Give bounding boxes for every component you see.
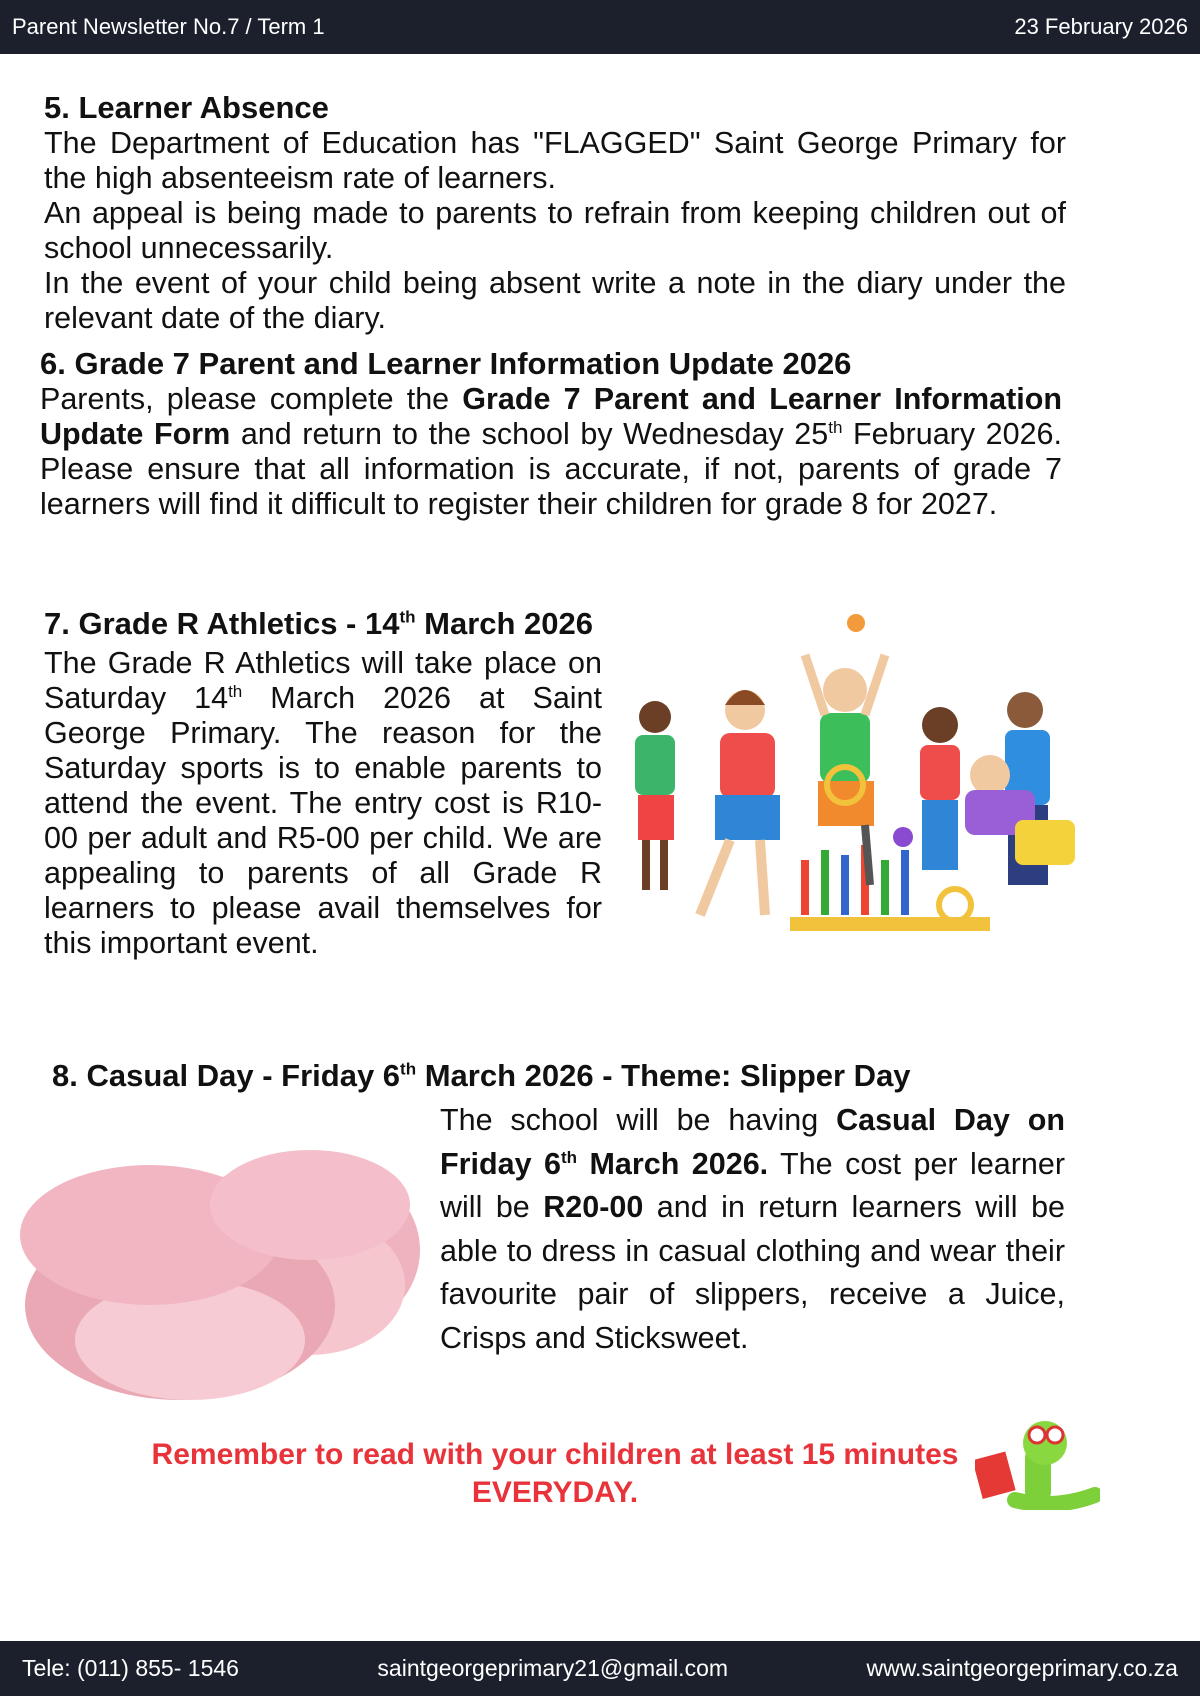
footer-bar — [0, 1641, 1200, 1696]
text: The Grade R Athletics will take place on Saturday 14 — [44, 646, 602, 715]
text: 7. Grade R Athletics - 14 — [44, 606, 400, 641]
section-athletics-text — [44, 646, 602, 961]
text: and in return learners will be able to dress in casual clothing and wear their favourite pair of slippers, receive a Juice, Crisps and Sticksweet. — [440, 1190, 1065, 1355]
sup: th — [560, 1147, 578, 1167]
reading-reminder: Remember to read with your children at least 15 minutes EVERYDAY. — [151, 1438, 959, 1509]
price: R20-00 — [543, 1190, 644, 1224]
section-learner-absence — [44, 90, 1066, 336]
text: February 2026. Please ensure that all information is accurate, if not, parents of grade 7 learners will find it difficult to register their children for grade 8 for 2027. — [40, 417, 1062, 521]
section-casual-day-text — [440, 1099, 1065, 1360]
paragraph — [40, 382, 1062, 522]
newsletter-title: Parent Newsletter No.7 / Term 1 — [12, 14, 325, 39]
text: 8. Casual Day - Friday 6 — [52, 1058, 401, 1093]
sup: th — [400, 1059, 417, 1079]
text: March 2026 — [415, 606, 594, 641]
bookworm-icon — [975, 1415, 1100, 1510]
children-athletics-illustration — [620, 605, 1090, 945]
text: Casual Day on Friday 6 — [440, 1103, 1065, 1181]
sup: th — [228, 681, 243, 701]
footer-email[interactable]: saintgeorgeprimary21@gmail.com — [377, 1655, 729, 1681]
sup: th — [399, 607, 416, 627]
sup: th — [828, 417, 843, 437]
section-heading: 5. Learner Absence — [44, 90, 329, 125]
newsletter-date: 23 February 2026 — [1014, 14, 1188, 39]
paragraph: In the event of your child being absent write a note in the diary under the relevant date of the diary. — [44, 266, 1066, 335]
text: March 2026 at Saint George Primary. The reason for the Saturday sports is to enable parents to attend the event. The entry cost is R10-00 per adult and R5-00 per child. We are appealing to parents of all Grade R learners to please avail themselves for this important event. — [44, 681, 602, 960]
footer-phone: Tele: (011) 855- 1546 — [22, 1655, 239, 1681]
section-heading-casual-day — [52, 1058, 1072, 1094]
text: The cost per learner will be — [440, 1146, 1065, 1224]
header-bar — [0, 0, 1200, 54]
section-heading: 6. Grade 7 Parent and Learner Information Update 2026 — [40, 346, 852, 381]
paragraph: An appeal is being made to parents to refrain from keeping children out of school unnecessarily. — [44, 196, 1066, 265]
pink-slippers-image — [10, 1110, 440, 1410]
text: The school will be having — [440, 1103, 837, 1137]
text: and return to the school by Wednesday 25 — [230, 417, 829, 451]
footer-website[interactable]: www.saintgeorgeprimary.co.za — [866, 1655, 1178, 1681]
form-name: Grade 7 Parent and Learner Information Update Form — [40, 382, 1062, 451]
paragraph: The Department of Education has "FLAGGED" Saint George Primary for the high absenteeism rate of learners. — [44, 126, 1066, 195]
text: March 2026. — [577, 1146, 769, 1181]
text: Parents, please complete the — [40, 382, 463, 416]
text: March 2026 - Theme: Slipper Day — [416, 1058, 911, 1093]
section-grade7-update — [40, 346, 1062, 522]
